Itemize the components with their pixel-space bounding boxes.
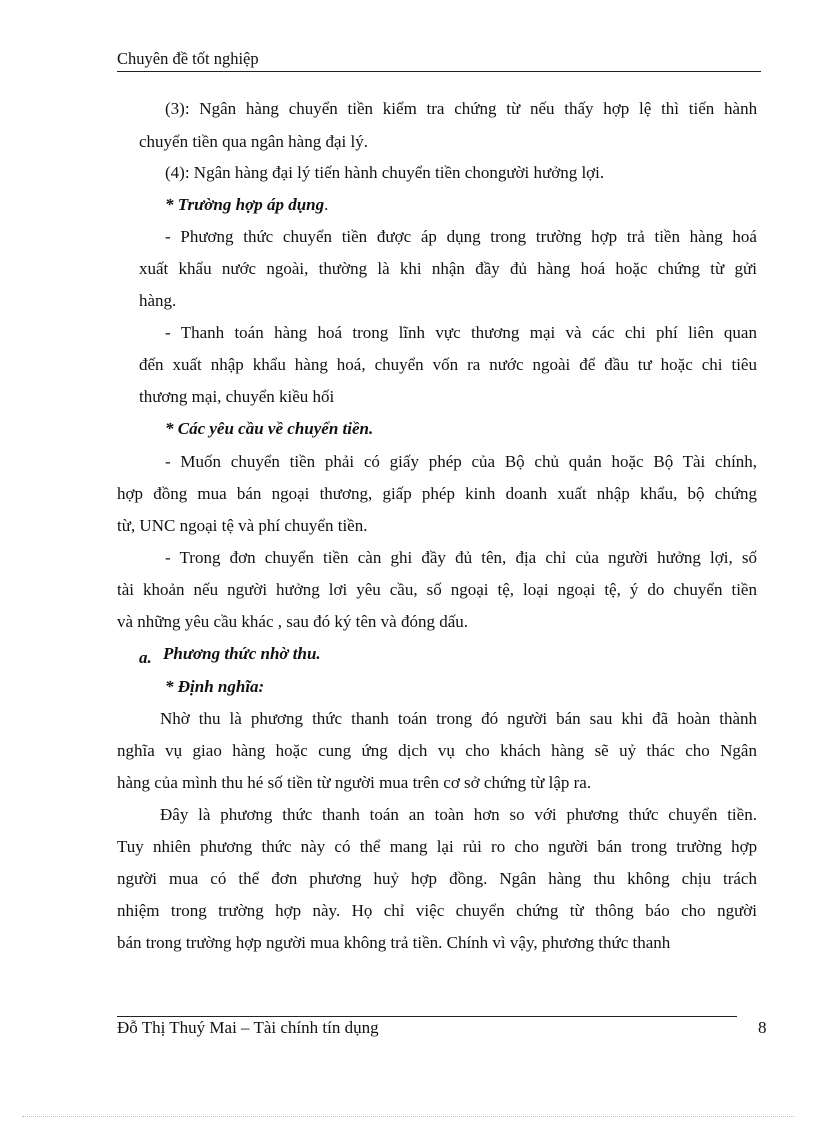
- page-bottom-dotted-edge: [22, 1116, 794, 1117]
- section-heading: * Các yêu cầu về chuyển tiền.: [165, 419, 374, 438]
- body-line: đến xuất nhập khẩu hàng hoá, chuyển vốn ra nước ngoài để đầu tư hoặc chi tiêu: [139, 355, 757, 374]
- section-heading-text: * Trường hợp áp dụng: [165, 195, 325, 214]
- body-line: (3): Ngân hàng chuyển tiền kiểm tra chứng từ nếu thấy hợp lệ thì tiến hành: [165, 99, 758, 118]
- body-line: - Thanh toán hàng hoá trong lĩnh vực thương mại và các chi phí liên quan: [165, 323, 757, 342]
- body-line: hợp đồng mua bán ngoại thương, giấp phép kinh doanh xuất nhập khẩu, bộ chứng: [117, 484, 758, 503]
- page-header-title: Chuyên đề tốt nghiệp: [117, 49, 259, 68]
- body-line: (4): Ngân hàng đại lý tiến hành chuyển tiền chongười hưởng lợi.: [165, 163, 605, 182]
- footer-author: Đỗ Thị Thuý Mai – Tài chính tín dụng: [117, 1018, 379, 1037]
- body-line: - Phương thức chuyển tiền được áp dụng trong trường hợp trả tiền hàng hoá: [165, 227, 757, 246]
- page-number: 8: [758, 1018, 767, 1037]
- body-line: Nhờ thu là phương thức thanh toán trong đó người bán sau khi đã hoàn thành: [160, 709, 758, 728]
- body-line: - Trong đơn chuyển tiền càn ghi đầy đủ tên, địa chỉ của người hưởng lợi, số: [165, 548, 758, 567]
- section-heading: [165, 194, 328, 216]
- body-line: từ, UNC ngoại tệ và phí chuyển tiền.: [117, 516, 368, 535]
- body-line: chuyển tiền qua ngân hàng đại lý.: [139, 132, 368, 151]
- section-heading-period: .: [324, 195, 329, 214]
- body-line: nghĩa vụ giao hàng hoặc cung ứng dịch vụ cho khách hàng sẽ uỷ thác cho Ngân: [117, 741, 757, 760]
- body-line: xuất khẩu nước ngoài, thường là khi nhận đầy đủ hàng hoá hoặc chứng từ gửi: [139, 259, 757, 278]
- body-line: bán trong trường hợp người mua không trả tiền. Chính vì vậy, phương thức thanh: [117, 933, 671, 952]
- body-line: Tuy nhiên phương thức này có thể mang lại rủi ro cho người bán trong trường hợp: [117, 837, 758, 856]
- body-line: Đây là phương thức thanh toán an toàn hơn so với phương thức chuyển tiền.: [160, 805, 757, 824]
- body-line: hàng của mình thu hé số tiền từ người mua trên cơ sở chứng từ lập ra.: [117, 773, 592, 792]
- section-heading: * Định nghĩa:: [165, 677, 265, 696]
- body-line: và những yêu cầu khác , sau đó ký tên và đóng dấu.: [117, 612, 469, 631]
- footer-divider: [117, 1016, 737, 1017]
- header-divider: [117, 71, 761, 72]
- body-line: người mua có thể đơn phương huỷ hợp đồng. Ngân hàng thu không chịu trách: [117, 869, 757, 888]
- body-line: nhiệm trong trường hợp này. Họ chỉ việc chuyển chứng từ thông báo cho người: [117, 901, 757, 920]
- section-heading: Phương thức nhờ thu.: [163, 644, 321, 663]
- body-line: - Muốn chuyển tiền phải có giấy phép của Bộ chủ quản hoặc Bộ Tài chính,: [165, 452, 758, 471]
- body-line: tài khoản nếu người hưởng lơi yêu cầu, số ngoại tệ, loại ngoại tệ, ý do chuyển tiền: [117, 580, 757, 599]
- body-line: hàng.: [139, 291, 177, 310]
- body-line: thương mại, chuyển kiều hối: [139, 387, 335, 406]
- list-marker: a.: [139, 648, 152, 667]
